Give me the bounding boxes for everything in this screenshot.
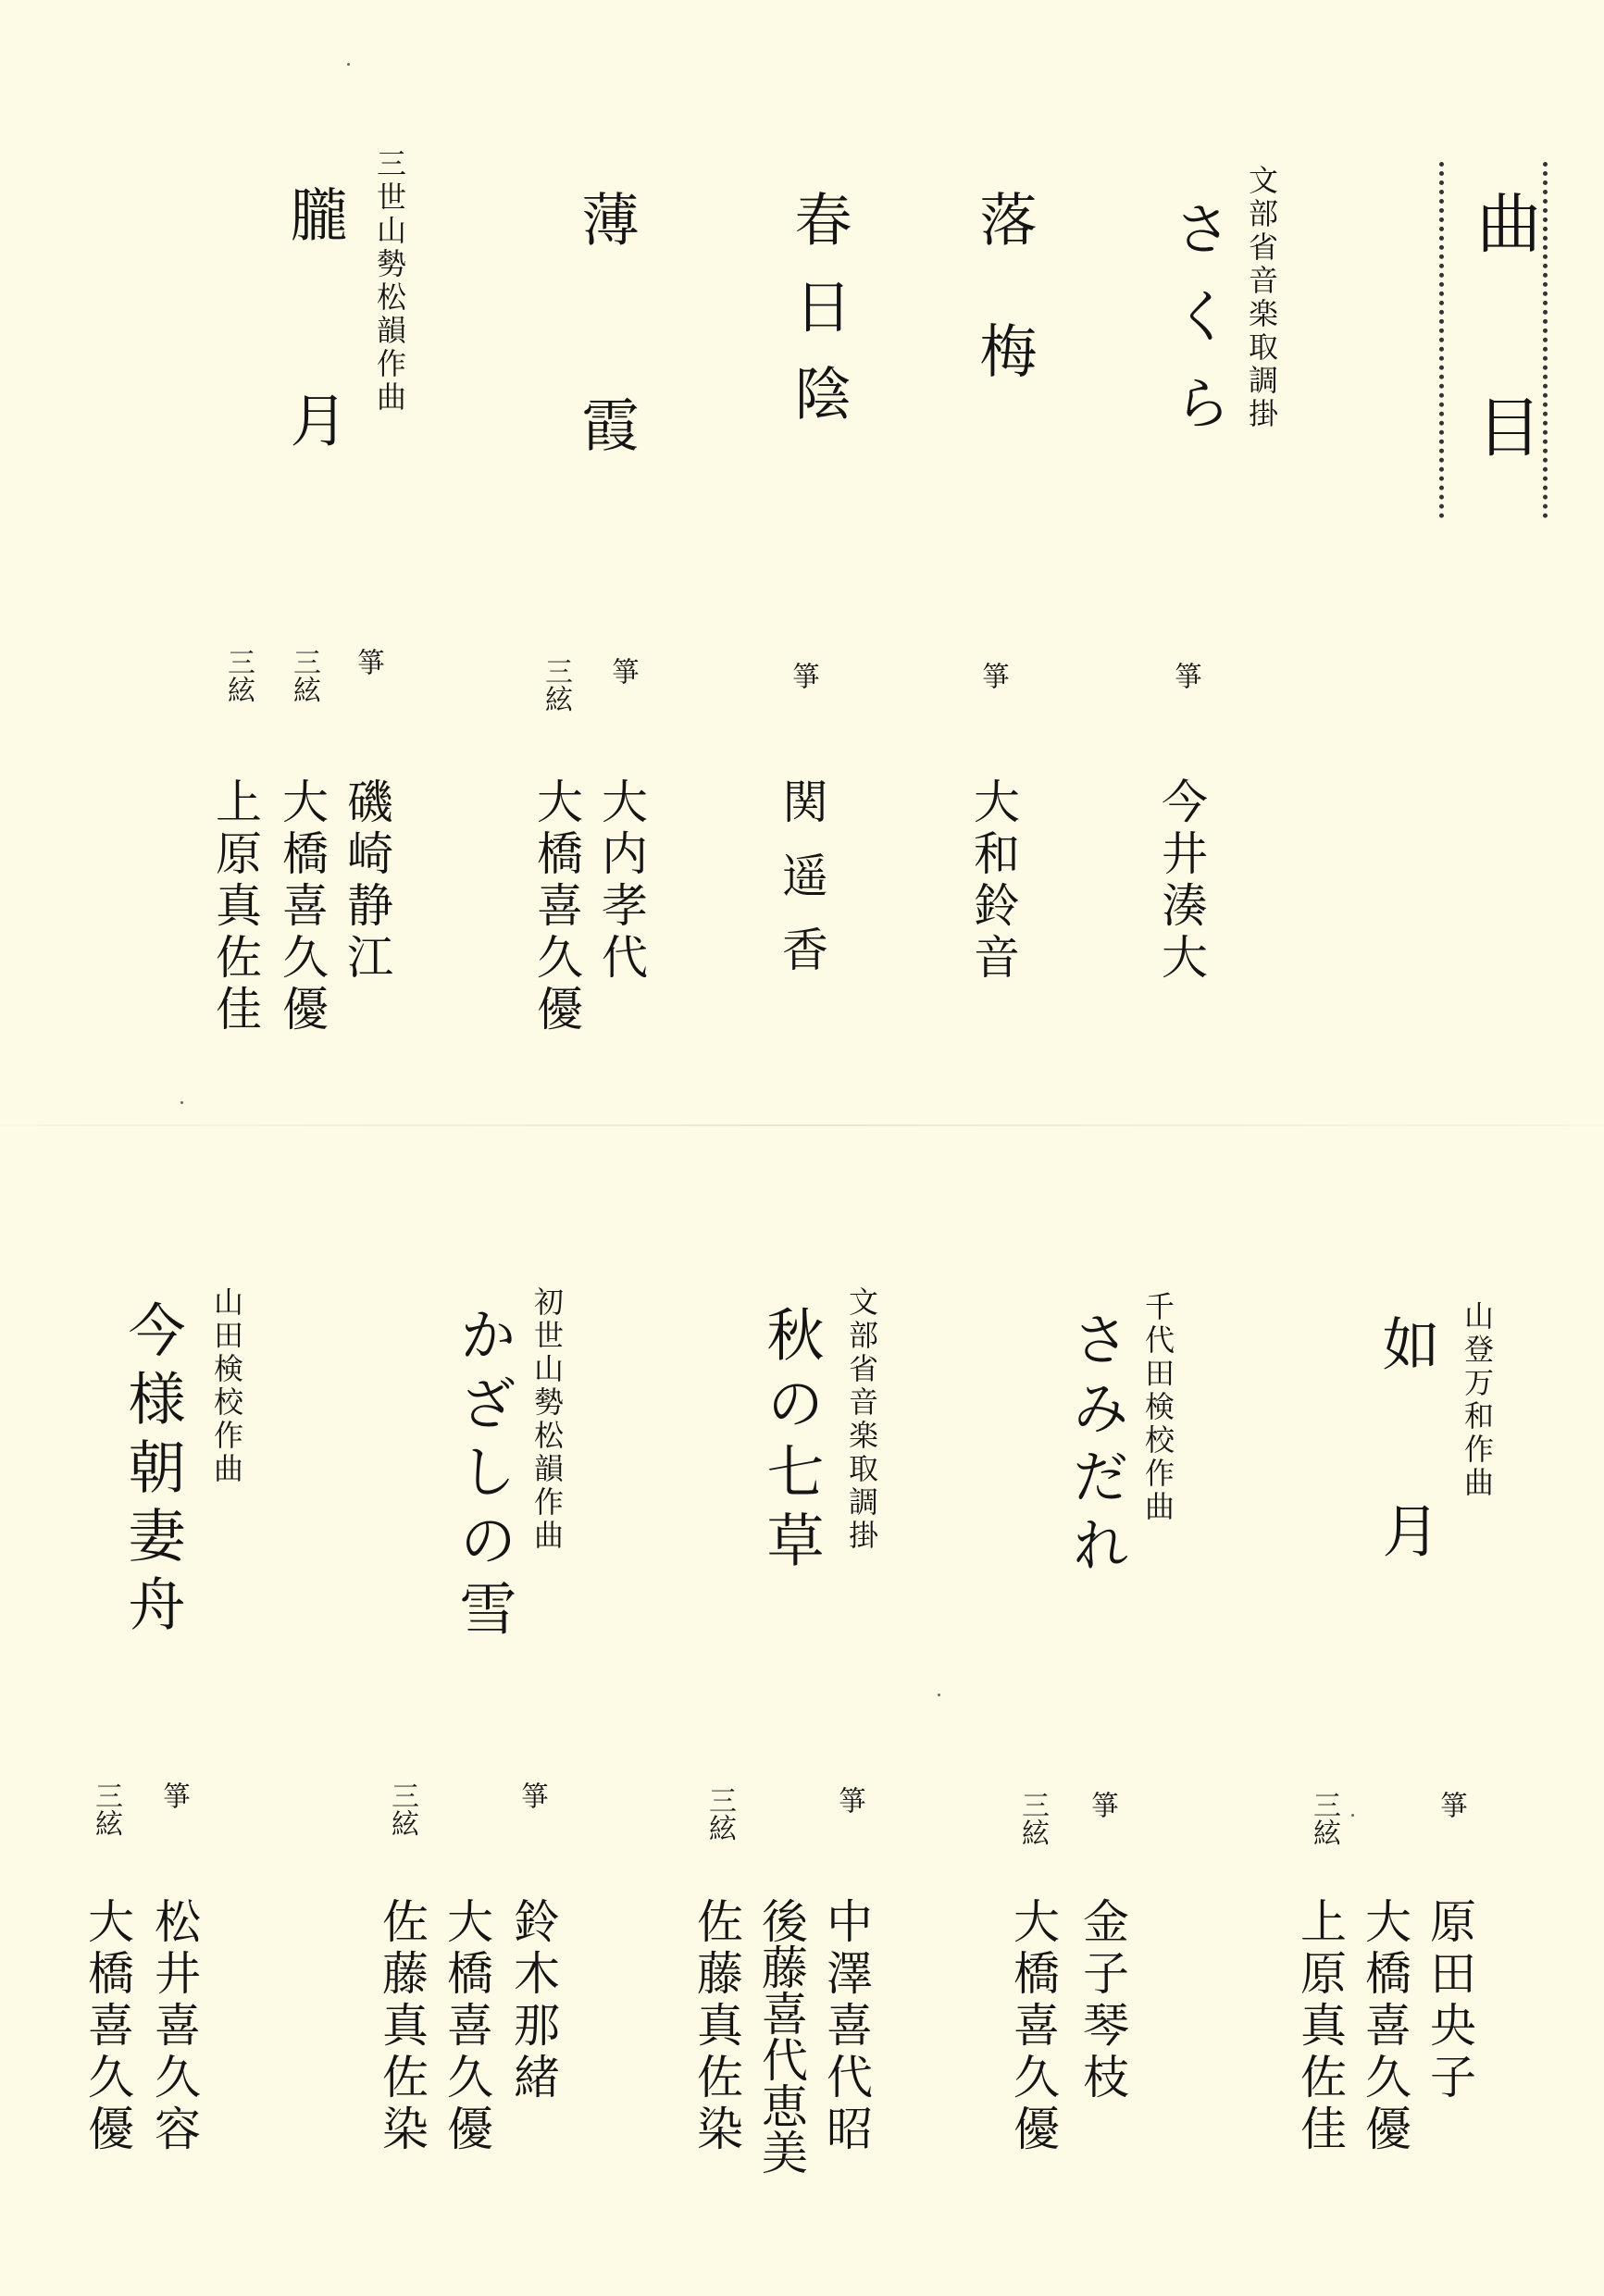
composer-credit: 山田検校作曲	[209, 1286, 244, 1486]
piece-title: さくら	[1164, 199, 1232, 460]
heading-rule-right	[1439, 162, 1444, 518]
role-label-shamisen: 三絃	[288, 648, 320, 703]
piece-title: 朧月	[280, 185, 348, 596]
piece-title: 今様朝妻舟	[118, 1300, 186, 1643]
performer-name: 大橋喜久優	[440, 1897, 493, 2156]
performer-name: 佐藤真佐染	[375, 1897, 429, 2156]
piece-title: 落梅	[970, 190, 1038, 453]
role-label-shamisen: 三絃	[386, 1781, 418, 1837]
performer-name: 上原真佐佳	[1293, 1897, 1347, 2156]
performer-name: 磯崎静江	[340, 777, 393, 985]
performer-name: 佐藤真佐染	[690, 1897, 743, 2156]
composer-credit: 文部省音楽取調掛	[1244, 165, 1279, 431]
role-label-shamisen: 三絃	[1308, 1791, 1340, 1846]
piece-title: 薄霞	[572, 190, 640, 601]
role-label-koto: 箏	[352, 648, 384, 676]
paper-speck	[180, 1101, 183, 1104]
role-label-koto: 箏	[1086, 1791, 1118, 1818]
role-label-koto: 箏	[787, 662, 819, 689]
performer-name: 大橋喜久優	[1006, 1897, 1060, 2156]
performer-name: 鈴木那緒	[506, 1897, 560, 2104]
performer-name: 大内孝代	[594, 777, 648, 985]
paper-speck	[1351, 1814, 1354, 1817]
composer-credit: 千代田検校作曲	[1140, 1291, 1175, 1524]
performer-name: 上原真佐佳	[208, 777, 262, 1036]
composer-credit: 三世山勢松韻作曲	[372, 148, 407, 415]
paper-speck	[347, 63, 350, 66]
piece-title: かざしの雪	[450, 1305, 517, 1647]
role-label-koto: 箏	[1169, 662, 1201, 689]
role-label-shamisen: 三絃	[1016, 1791, 1049, 1846]
paper-speck	[938, 1694, 940, 1696]
role-label-shamisen: 三絃	[222, 648, 255, 703]
piece-title: 春日陰	[785, 190, 852, 451]
composer-credit: 文部省音楽取調掛	[844, 1286, 879, 1553]
performer-name: 金子琴枝	[1076, 1897, 1129, 2104]
composer-credit: 初世山勢松韻作曲	[529, 1286, 565, 1553]
performer-name: 大橋喜久優	[275, 777, 329, 1036]
role-label-koto: 箏	[606, 657, 639, 685]
role-label-shamisen: 三絃	[90, 1781, 122, 1837]
role-label-koto: 箏	[1435, 1791, 1467, 1818]
performer-name: 大和鈴音	[966, 777, 1020, 985]
page-title: 曲目	[1466, 190, 1542, 597]
piece-title: さみだれ	[1063, 1309, 1130, 1583]
role-label-koto: 箏	[976, 662, 1009, 689]
role-label-koto: 箏	[516, 1781, 548, 1809]
performer-name: 後藤喜代恵美	[754, 1897, 808, 2175]
role-label-shamisen: 三絃	[540, 657, 572, 713]
performer-name: 大橋喜久優	[1358, 1897, 1411, 2156]
role-label-shamisen: 三絃	[703, 1786, 736, 1842]
paper-fold-line	[0, 1124, 1604, 1126]
performer-name: 関遥香	[775, 777, 828, 999]
piece-title: 如月	[1373, 1314, 1440, 1688]
performer-name: 大橋喜久優	[529, 777, 583, 1036]
performer-name: 原田央子	[1423, 1897, 1476, 2104]
role-label-koto: 箏	[157, 1781, 190, 1809]
performer-name: 松井喜久容	[147, 1897, 201, 2156]
role-label-koto: 箏	[833, 1786, 865, 1814]
performer-name: 大橋喜久優	[81, 1897, 134, 2156]
performer-name: 今井湊大	[1154, 777, 1208, 985]
composer-credit: 山登万和作曲	[1460, 1300, 1495, 1500]
piece-title: 秋の七草	[757, 1305, 825, 1579]
performer-name: 中澤喜代昭	[819, 1897, 873, 2156]
